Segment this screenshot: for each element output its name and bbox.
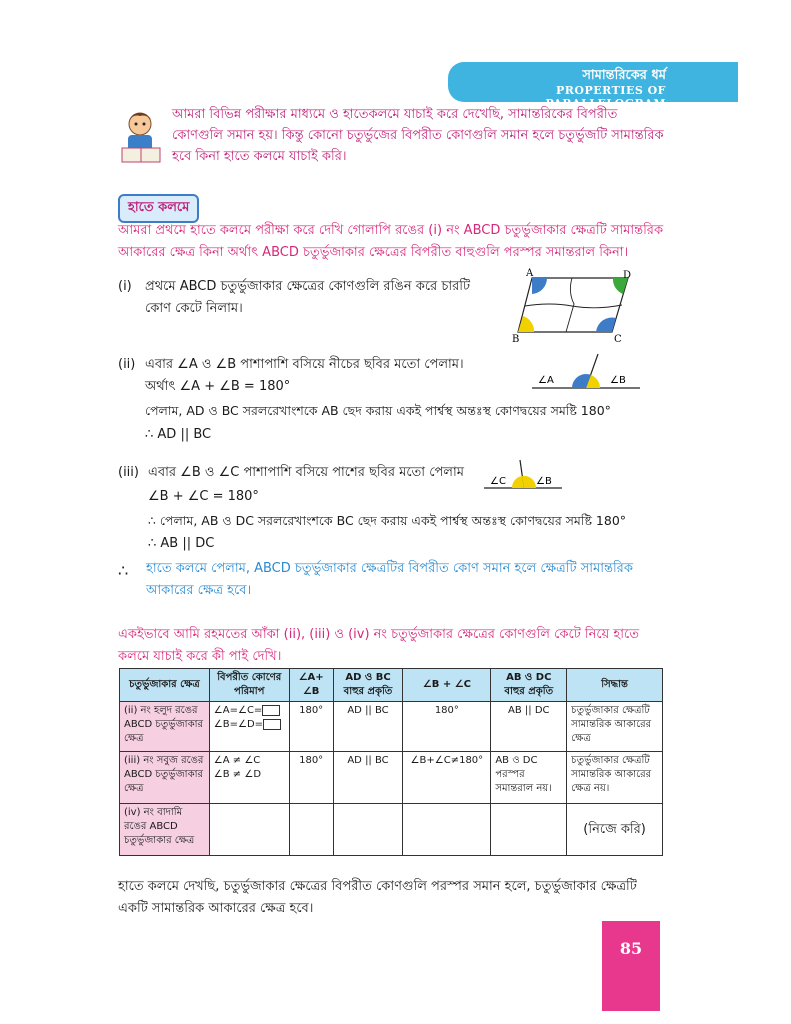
table-header: সিদ্ধান্ত: [567, 669, 663, 702]
fig1-label-b: B: [512, 334, 520, 344]
table-cell: (iii) নং সবুজ রঙের ABCD চতুর্ভুজাকার ক্ষেত্র: [120, 752, 210, 804]
verification-table: [119, 668, 663, 856]
step2-line4: ∴ AD || BC: [145, 427, 212, 442]
blank-box: [262, 705, 280, 716]
step2-line3: পেলাম, AD ও BC সরলরেখাংশকে AB ছেদ করায় একই পার্শ্বস্থ অন্তঃস্থ কোণদ্বয়ের সমষ্টি 180°: [145, 403, 611, 418]
table-cell: (iv) নং বাদামি রঙের ABCD চতুর্ভুজাকার ক্ষেত্র: [120, 804, 210, 856]
angle-neq-line: ∠B ≠ ∠D: [213, 769, 262, 780]
step3-line3: ∴ পেলাম, AB ও DC সরলরেখাংশকে BC ছেদ করায় একই পার্শ্বস্থ অন্তঃস্থ কোণদ্বয়ের সমষ্টি 180°: [148, 513, 627, 528]
table-header-row: [120, 669, 663, 702]
table-cell: চতুর্ভুজাকার ক্ষেত্রটি সামান্তরিক আকারের ক্ষেত্র নয়।: [567, 752, 663, 804]
table-row: [120, 752, 663, 804]
angles-bc-figure: [484, 458, 564, 492]
parallelogram-figure: [510, 268, 640, 344]
table-cell: [209, 702, 289, 752]
step3-line1: এবার ∠B ও ∠C পাশাপাশি বসিয়ে পাশের ছবির মতো পেলাম: [148, 465, 464, 480]
table-cell: [209, 752, 289, 804]
table-header: চতুর্ভুজাকার ক্ষেত্র: [120, 669, 210, 702]
step3-line4: ∴ AB || DC: [148, 536, 215, 551]
table-cell: চতুর্ভুজাকার ক্ষেত্রটি সামান্তরিক আকারের ক্ষেত্র: [567, 702, 663, 752]
table-cell: 180°: [289, 702, 333, 752]
table-header: AB ও DC বাহুর প্রকৃতি: [491, 669, 567, 702]
fig3-label-b: ∠B: [536, 476, 552, 487]
fig1-label-c: C: [614, 334, 622, 344]
angle-neq-line: ∠A ≠ ∠C: [213, 755, 261, 766]
task-text: একইভাবে আমি রহমতের আঁকা (ii), (iii) ও (iv) নং চতুর্ভুজাকার ক্ষেত্রের কোণগুলি কেটে নিয়ে হাতে কলমে যাচাই করে কী পাই দেখি।: [118, 627, 639, 664]
therefore-symbol: ∴: [118, 561, 129, 580]
table-cell: [209, 804, 289, 856]
final-statement: হাতে কলমে দেখছি, চতুর্ভুজাকার ক্ষেত্রের বিপরীত কোণগুলি পরস্পর সমান হলে, চতুর্ভুজাকার ক্ষেত্রটি একটি সামান্তরিক আকারের ক্ষেত্র হবে।: [118, 879, 637, 916]
table-cell: [333, 804, 403, 856]
table-header: AD ও BC বাহুর প্রকৃতি: [333, 669, 403, 702]
step2-line1: এবার ∠A ও ∠B পাশাপাশি বসিয়ে নীচের ছবির মতো পেলাম।: [145, 357, 464, 372]
table-cell: AD || BC: [333, 752, 403, 804]
table-cell: (ii) নং হলুদ রঙের ABCD চতুর্ভুজাকার ক্ষেত্র: [120, 702, 210, 752]
page-number: 85: [619, 939, 643, 958]
step3-num: (iii): [118, 465, 139, 480]
step1-line1: প্রথমে ABCD চতুর্ভুজাকার ক্ষেত্রের কোণগুলি রঙিন করে চারটি: [145, 279, 471, 294]
chapter-title-en: PROPERTIES OF PARALLELOGRAM: [545, 84, 666, 110]
table-row: [120, 702, 663, 752]
table-cell: (নিজে করি): [567, 804, 663, 856]
hands-on-badge: হাতে কলমে: [118, 194, 199, 223]
table-cell: 180°: [403, 702, 491, 752]
angle-eq-line: ∠B=∠D=: [214, 718, 285, 732]
chapter-title-bn: সামান্তরিকের ধর্ম: [582, 68, 666, 83]
angle-eq-line: ∠A=∠C=: [214, 704, 285, 718]
table-header: ∠A+ ∠B: [289, 669, 333, 702]
fig2-label-b: ∠B: [610, 375, 626, 386]
table-cell: ∠B+∠C≠180°: [403, 752, 491, 804]
step2-line2: অর্থাৎ ∠A + ∠B = 180°: [145, 379, 291, 394]
table-header: ∠B + ∠C: [403, 669, 491, 702]
lead-paragraph: আমরা প্রথমে হাতে কলমে পরীক্ষা করে দেখি গোলাপি রঙের (i) নং ABCD চতুর্ভুজাকার ক্ষেত্রটি সামান্তরিক আকারের ক্ষেত্র কিনা অর্থাৎ ABCD চতুর্ভুজাকার ক্ষেত্রের বিপরীত বাহুগুলি পরস্পর সমান্তরাল কিনা।: [118, 223, 664, 260]
table-header: বিপরীত কোণের পরিমাপ: [209, 669, 289, 702]
fig2-label-a: ∠A: [538, 375, 554, 386]
page-number-box: [602, 921, 660, 1011]
step1-line2: কোণ কেটে নিলাম।: [145, 301, 243, 316]
table-cell: AB ও DC পরস্পর সমান্তরাল নয়।: [491, 752, 567, 804]
chapter-header: [448, 62, 738, 110]
step2-num: (ii): [118, 357, 136, 372]
boy-reading-icon: [118, 108, 168, 168]
fig3-label-c: ∠C: [490, 476, 506, 487]
conclusion-text: হাতে কলমে পেলাম, ABCD চতুর্ভুজাকার ক্ষেত্রটির বিপরীত কোণ সমান হলে ক্ষেত্রটি সামান্তরিক আকারের ক্ষেত্র হবে।: [146, 561, 633, 598]
table-cell: [491, 804, 567, 856]
angles-ab-figure: [532, 350, 642, 392]
table-cell: AD || BC: [333, 702, 403, 752]
table-cell: 180°: [289, 752, 333, 804]
intro-text: আমরা বিভিন্ন পরীক্ষার মাধ্যমে ও হাতেকলমে যাচাই করে দেখেছি, সামান্তরিকের বিপরীত কোণগুলি সমান হয়। কিন্তু কোনো চতুর্ভুজের বিপরীত কোণগুলি সমান হলে চতুর্ভুজটি সামান্তরিক হবে কিনা হাতে কলমে যাচাই করি।: [172, 107, 664, 164]
step3-line2: ∠B + ∠C = 180°: [148, 489, 259, 504]
blank-box: [263, 719, 281, 730]
step1-num: (i): [118, 279, 132, 294]
table-cell: AB || DC: [491, 702, 567, 752]
table-cell: [403, 804, 491, 856]
table-cell: [289, 804, 333, 856]
fig1-label-a: A: [526, 268, 534, 279]
fig1-label-d: D: [623, 270, 632, 281]
table-row: [120, 804, 663, 856]
